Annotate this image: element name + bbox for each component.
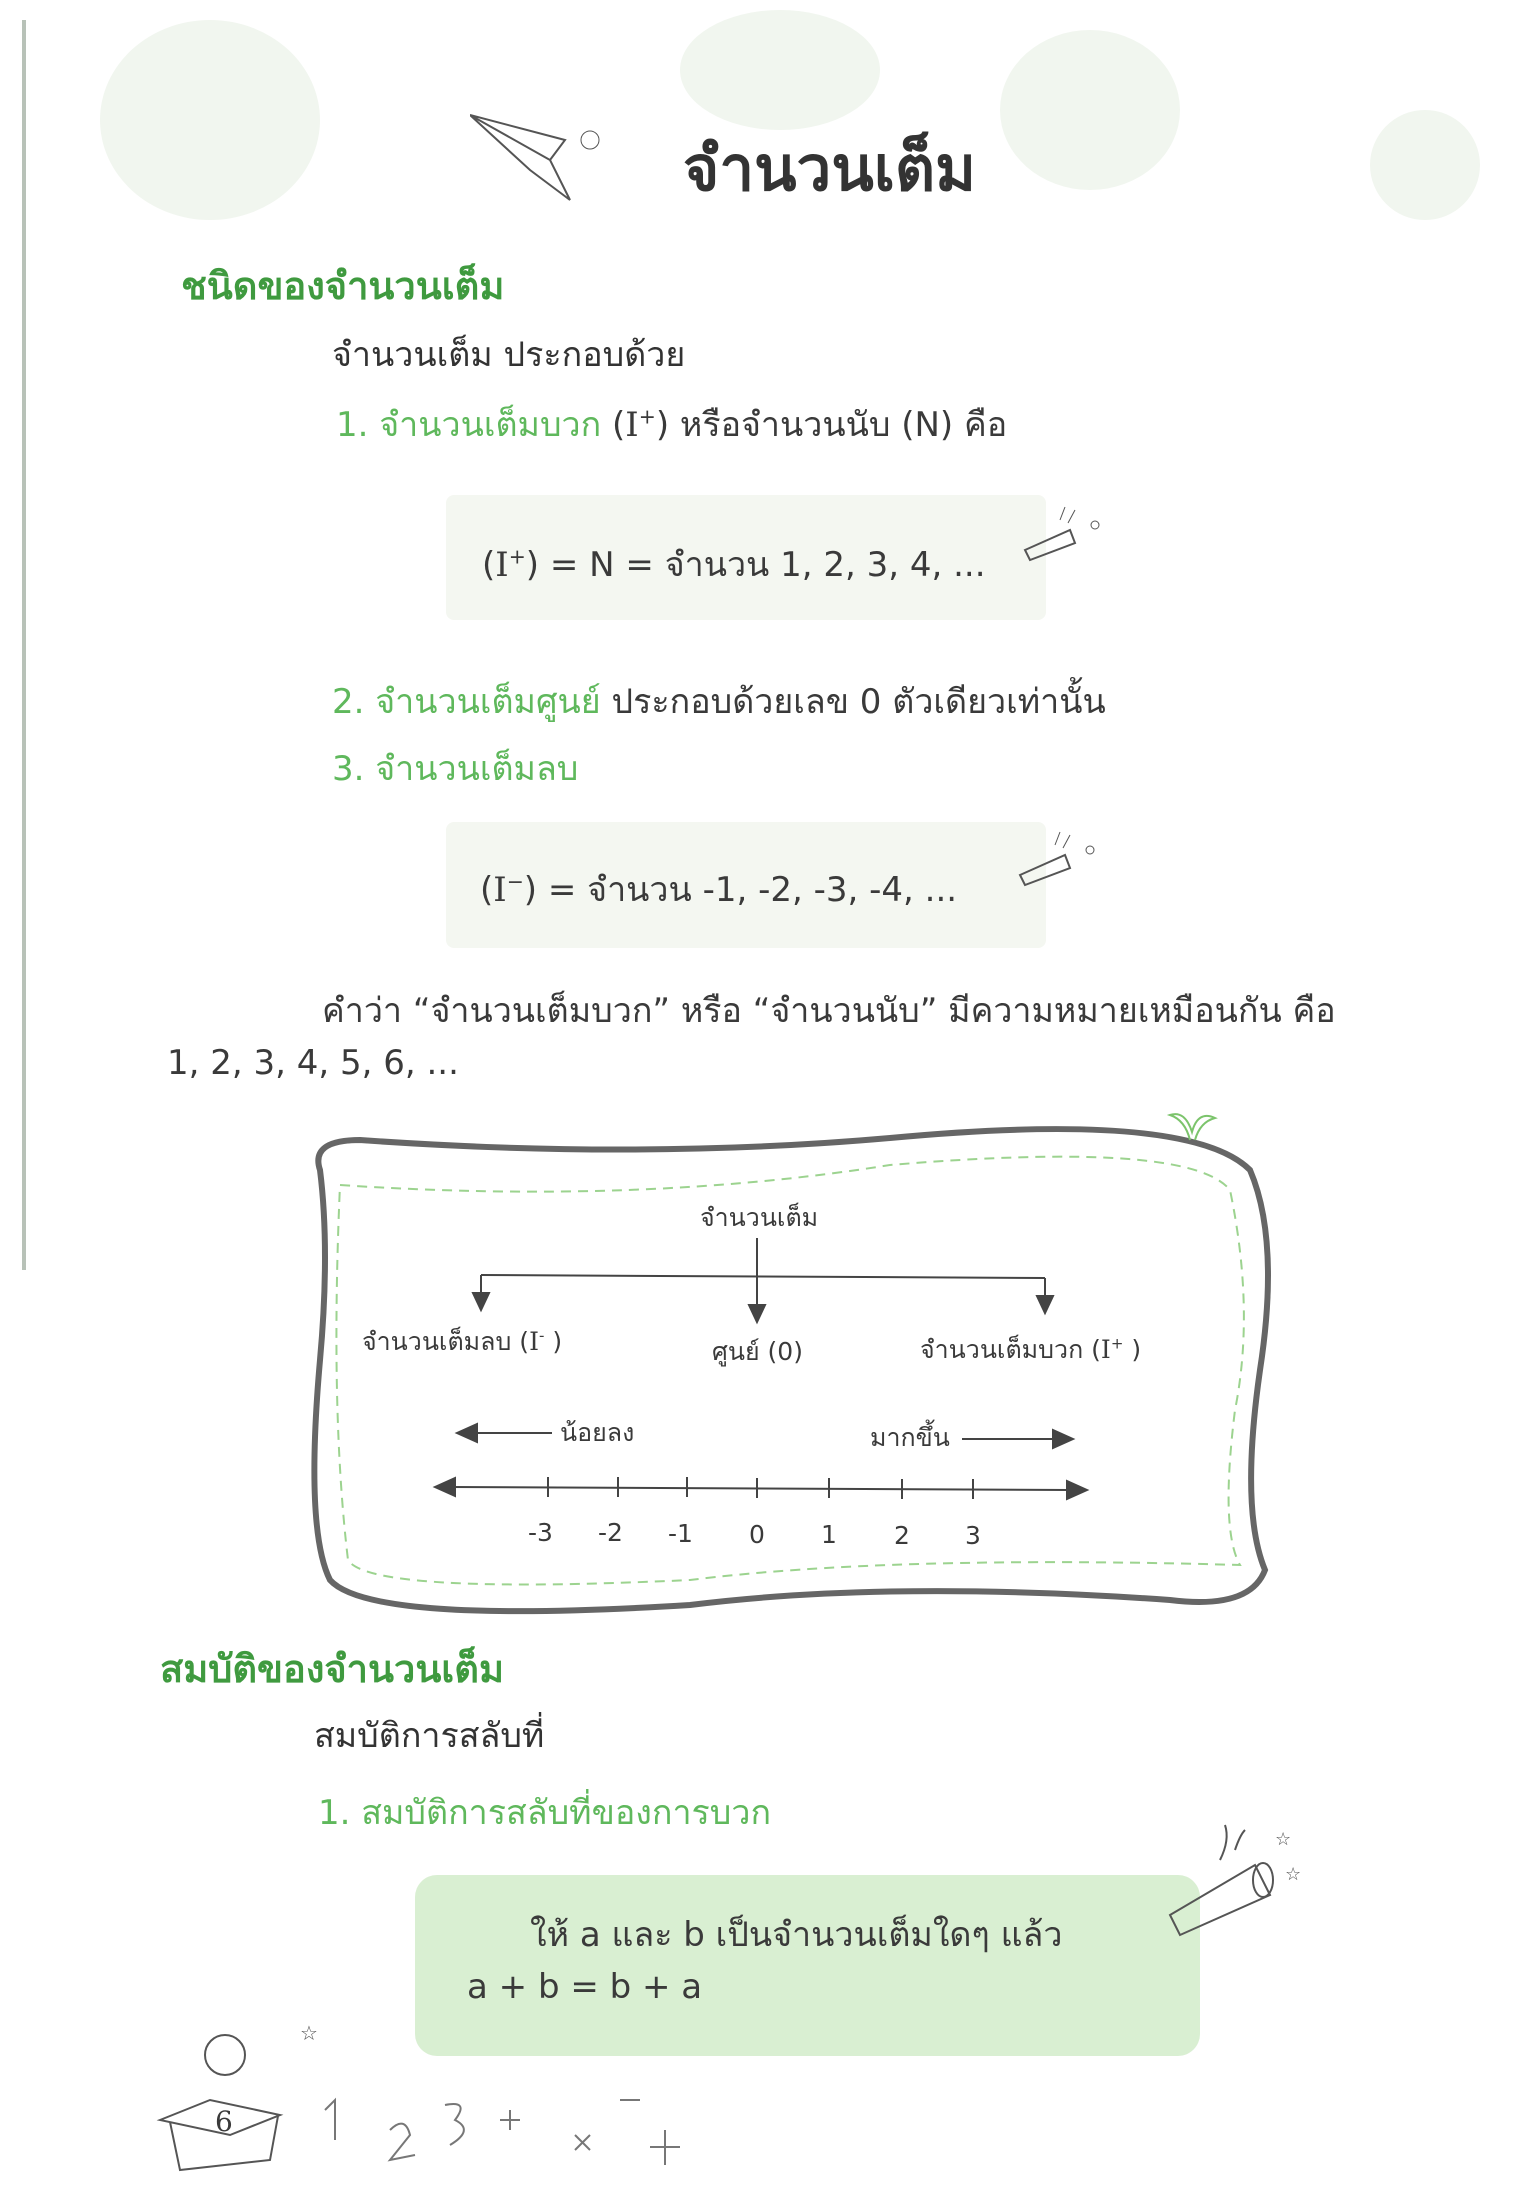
item-positive: 1. จำนวนเต็มบวก (I+) หรือจำนวนนับ (N) คือ — [336, 404, 1008, 445]
svg-text:☆: ☆ — [1275, 1829, 1292, 1850]
decor-circle — [100, 20, 320, 220]
item-label: 1. จำนวนเต็มบวก — [336, 405, 602, 445]
commutative-box — [415, 1875, 1200, 2056]
tick-label: -2 — [598, 1518, 623, 1547]
decorative-math-symbols — [320, 2090, 720, 2170]
diagram-negative-label — [362, 1322, 562, 1362]
increasing-label: มากขึ้น — [870, 1423, 950, 1452]
commutative-statement: ให้ a และ b เป็นจำนวนเต็มใดๆ แล้ว — [530, 1915, 1063, 1955]
decreasing-label: น้อยลง — [560, 1418, 635, 1447]
decor-circle — [1370, 110, 1480, 220]
label-text: จำนวนเต็มลบ ( — [362, 1327, 530, 1356]
child-in-box-illustration — [150, 2010, 320, 2180]
paper-plane-icon — [470, 110, 610, 210]
sup: − — [506, 869, 524, 894]
telescope-icon — [1020, 505, 1110, 565]
tick-label: 2 — [894, 1521, 910, 1550]
sup: + — [638, 404, 656, 429]
sup: + — [508, 544, 526, 569]
item-negative: 3. จำนวนเต็มลบ — [332, 749, 579, 789]
page-title: จำนวนเต็ม — [683, 132, 977, 205]
svg-text:☆: ☆ — [1285, 1864, 1302, 1885]
telescope-icon — [1015, 830, 1105, 890]
tick-label: -3 — [528, 1518, 553, 1547]
definition-text: = N = จำนวน 1, 2, 3, 4, ... — [549, 545, 986, 585]
item-commutative-addition: 1. สมบัติการสลับที่ของการบวก — [318, 1793, 772, 1833]
symbol: I — [493, 870, 507, 910]
decor-circle — [680, 10, 880, 130]
symbol: I — [625, 405, 639, 445]
paragraph-line1: คำว่า “จำนวนเต็มบวก” หรือ “จำนวนนับ” มีความหมายเหมือนกัน คือ — [322, 991, 1336, 1031]
sup: + — [1110, 1334, 1124, 1353]
decor-circle — [1000, 30, 1180, 190]
page-left-edge — [22, 20, 26, 1270]
paren: ) — [552, 1327, 563, 1356]
section-heading-types: ชนิดของจำนวนเต็ม — [181, 264, 505, 308]
item-zero — [332, 674, 1106, 728]
negative-definition: (I−) = จำนวน -1, -2, -3, -4, ... — [480, 869, 958, 910]
symbol: I — [1100, 1335, 1111, 1364]
tick-label: 0 — [749, 1520, 765, 1549]
intro-text: จำนวนเต็ม ประกอบด้วย — [332, 335, 686, 375]
positive-definition: (I+) = N = จำนวน 1, 2, 3, 4, ... — [482, 544, 986, 585]
paren: ) — [1131, 1335, 1142, 1364]
symbol: I — [495, 545, 509, 585]
subheading-commutative: สมบัติการสลับที่ — [314, 1716, 545, 1756]
item-rest: ประกอบด้วยเลข 0 ตัวเดียวเท่านั้น — [611, 682, 1106, 722]
label-text: จำนวนเต็มบวก ( — [920, 1335, 1101, 1364]
definition-text: = จำนวน -1, -2, -3, -4, ... — [547, 870, 958, 910]
paragraph-line2: 1, 2, 3, 4, 5, 6, ... — [167, 1043, 459, 1083]
commutative-formula: a + b = b + a — [467, 1967, 703, 2007]
tick-label: 3 — [965, 1521, 981, 1550]
tick-label: -1 — [668, 1519, 693, 1548]
item-rest: หรือจำนวนนับ (N) คือ — [679, 405, 1008, 445]
diagram-root-label: จำนวนเต็ม — [700, 1203, 819, 1232]
symbol: I — [529, 1327, 539, 1356]
diagram-positive-label — [920, 1330, 1141, 1370]
page-number: 6 — [215, 2105, 233, 2138]
sup: - — [538, 1326, 545, 1345]
diagram-zero-label: ศูนย์ (0) — [712, 1337, 803, 1366]
telescope-icon — [1160, 1820, 1310, 1940]
tick-label: 1 — [821, 1520, 837, 1549]
item-label: 2. จำนวนเต็มศูนย์ — [332, 682, 601, 722]
svg-text:☆: ☆ — [300, 2021, 318, 2045]
section-heading-properties: สมบัติของจำนวนเต็ม — [160, 1647, 505, 1691]
